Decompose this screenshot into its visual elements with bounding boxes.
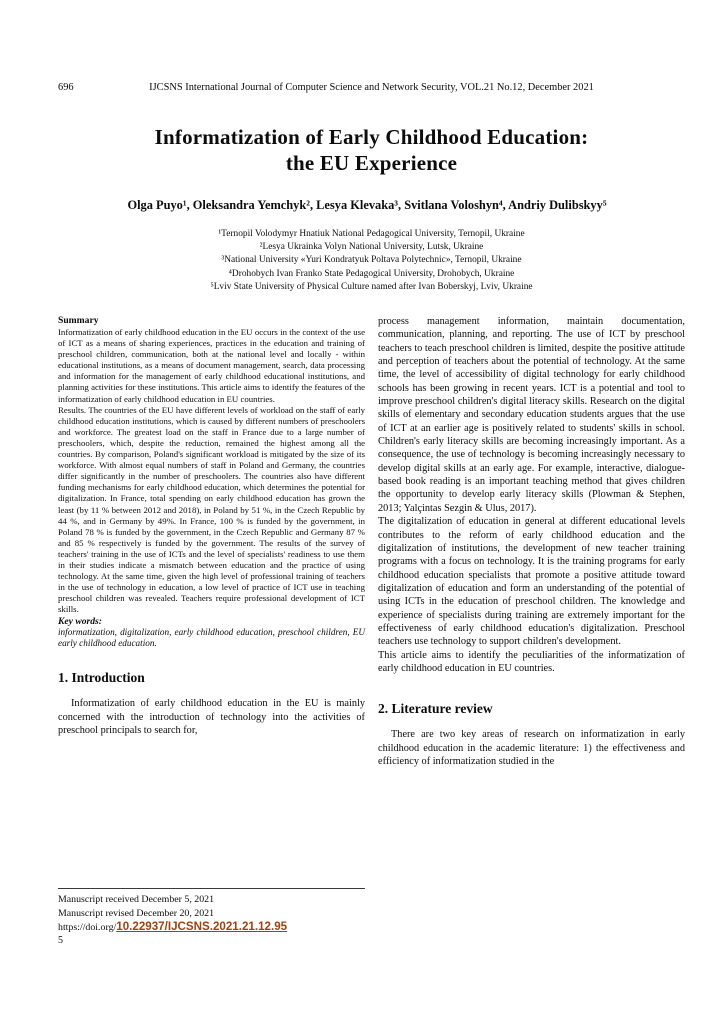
footnote-block xyxy=(58,888,365,947)
footnote-revised: Manuscript revised December 20, 2021 xyxy=(58,907,215,919)
paper-title-line1: Informatization of Early Childhood Education: xyxy=(154,125,589,149)
journal-header: IJCSNS International Journal of Computer Science and Network Security, VOL.21 No.12, December 2021 xyxy=(149,82,594,93)
body-paragraph: The digitalization of education in general at different educational levels contributes to the reform of early childhood education and the digitalization of institutions, the development of new teacher training programs with a focus on technology. It is the training programs for early childhood education specialists that promote a positive attitude toward digitalization of education and form an understanding of the potential of using ICTs in the education of preschool children. The knowledge and experience of specialists during training are extremely important for the effectiveness of early childhood education's digitalization. Preschool teachers use technology to support children's development. xyxy=(378,516,685,648)
keywords-heading: Key words: xyxy=(58,616,102,628)
doi-link[interactable]: 10.22937/IJCSNS.2021.21.12.95 xyxy=(116,920,288,933)
doi-line xyxy=(58,920,365,935)
affiliation-line: ¹Ternopil Volodymyr Hnatiuk National Pedagogical University, Ternopil, Ukraine xyxy=(218,229,525,239)
summary-paragraph: Results. The countries of the EU have different levels of workload on the staff of early childhood education institutions, which is caused by different numbers of preschoolers and workforce. The greatest load on the staff in France due to a large number of preschoolers, which, despite the reduction, remained the highest among all the countries. By comparison, Poland's significant workload is mitigated by the size of its workforce. With almost equal numbers of staff in Poland and Germany, the countries differ significantly in the number of preschoolers. The countries also have different funding mechanisms for early childhood education, which determines the potential for digitalization. In France, total spending on early childhood education has grown the least (by 11 % between 2012 and 2018), in Poland by 51 %, in the Czech Republic by 44 %, and in Germany by 49%. In France, 100 % is funded by the government, in Poland 78 % is funded by the government, in the Czech Republic and Germany 87 % and 85 % respectively is funded by the government. The results of the survey of teachers' training in the use of ICTs and the level of specialists' readiness to use them in their studies indicate a mismatch between education and the practice of using technology. At the same time, given the high level of professional training of teachers in the use of technology in education, a low level of practice of ICT use in teaching preschool children was revealed. Teachers require professional development of ICT skills. xyxy=(58,404,365,615)
body-paragraph: process management information, maintain documentation, communication, planning, and reporting. The use of ICT by preschool teachers to teach preschool children is limited, despite the positive attitude and perception of teachers about the potential of technology. At the same time, the level of accessibility of digital technology for early childhood schools has been growing in recent years. ICT is a potential and tool to improve preschool children's digital literacy skills. Research on the digital skills of elementary and secondary education students argues that the use of ICT at an earlier age is positively related to students' skills in school. Children's early literacy skills are becoming increasingly important. As a consequence, the use of technology is becoming increasingly necessary to develop digital skills at an early age. For example, interactive, dialogue-based book reading is an important teaching method that gives children the opportunity to develop early literacy skills (Plowman & Stephen, 2013; Yalçintas Sezgin & Ulus, 2017). xyxy=(378,316,685,514)
paper-title xyxy=(58,124,685,176)
footnote-separator xyxy=(58,888,365,889)
summary-paragraph: Informatization of early childhood education in the EU occurs in the context of the use of ICT as a means of sharing experiences, practices in the education and training of preschool children, communication, both at the national level and locally - within educational institutions, as a means of document management, search, data processing and information for the management of early childhood educational institutions, and planning activities for these institutions. This article aims to identify the features of the informatization of early childhood education in EU countries. xyxy=(58,327,365,404)
body-paragraph: This article aims to identify the peculiarities of the informatization of early childhood education in EU countries. xyxy=(378,649,685,674)
right-column xyxy=(378,315,685,947)
section-heading-literature-review: 2. Literature review xyxy=(378,701,493,717)
paper-title-line2: the EU Experience xyxy=(285,151,458,175)
page-number: 696 xyxy=(58,82,74,93)
left-column xyxy=(58,315,365,947)
affiliation-line: ²Lesya Ukrainka Volyn National University, Lutsk, Ukraine xyxy=(259,242,484,253)
doi-prefix: https://doi.org/ xyxy=(58,922,117,933)
affiliations-block xyxy=(58,228,685,294)
affiliation-line: ³National University «Yuri Kondratyuk Poltava Polytechnic», Ternopil, Ukraine xyxy=(221,255,522,266)
page-header xyxy=(58,82,685,98)
intro-paragraph: Informatization of early childhood education in the EU is mainly concerned with the introduction of technology into the activities of preschool principals to search for, xyxy=(58,698,365,737)
authors-line: Olga Puyo¹, Oleksandra Yemchyk², Lesya Klevaka³, Svitlana Voloshyn⁴, Andriy Dulibskyy⁵ xyxy=(127,198,607,212)
two-column-body xyxy=(58,315,685,947)
section-heading-introduction: 1. Introduction xyxy=(58,670,145,686)
summary-heading: Summary xyxy=(58,315,99,326)
affiliation-line: ⁵Lviv State University of Physical Culture named after Ivan Boberskyj, Lviv, Ukraine xyxy=(210,281,533,292)
footnote-received: Manuscript received December 5, 2021 xyxy=(58,894,215,906)
doi-overflow: 5 xyxy=(58,935,63,946)
affiliation-line: ⁴Drohobych Ivan Franko State Pedagogical University, Drohobych, Ukraine xyxy=(228,268,515,279)
literature-paragraph: There are two key areas of research on informatization in early childhood education in the academic literature: 1) the effectiveness and efficiency of informatization studied in the xyxy=(378,729,685,767)
keywords-text: informatization, digitalization, early childhood education, preschool children, EU early childhood education. xyxy=(58,627,365,649)
